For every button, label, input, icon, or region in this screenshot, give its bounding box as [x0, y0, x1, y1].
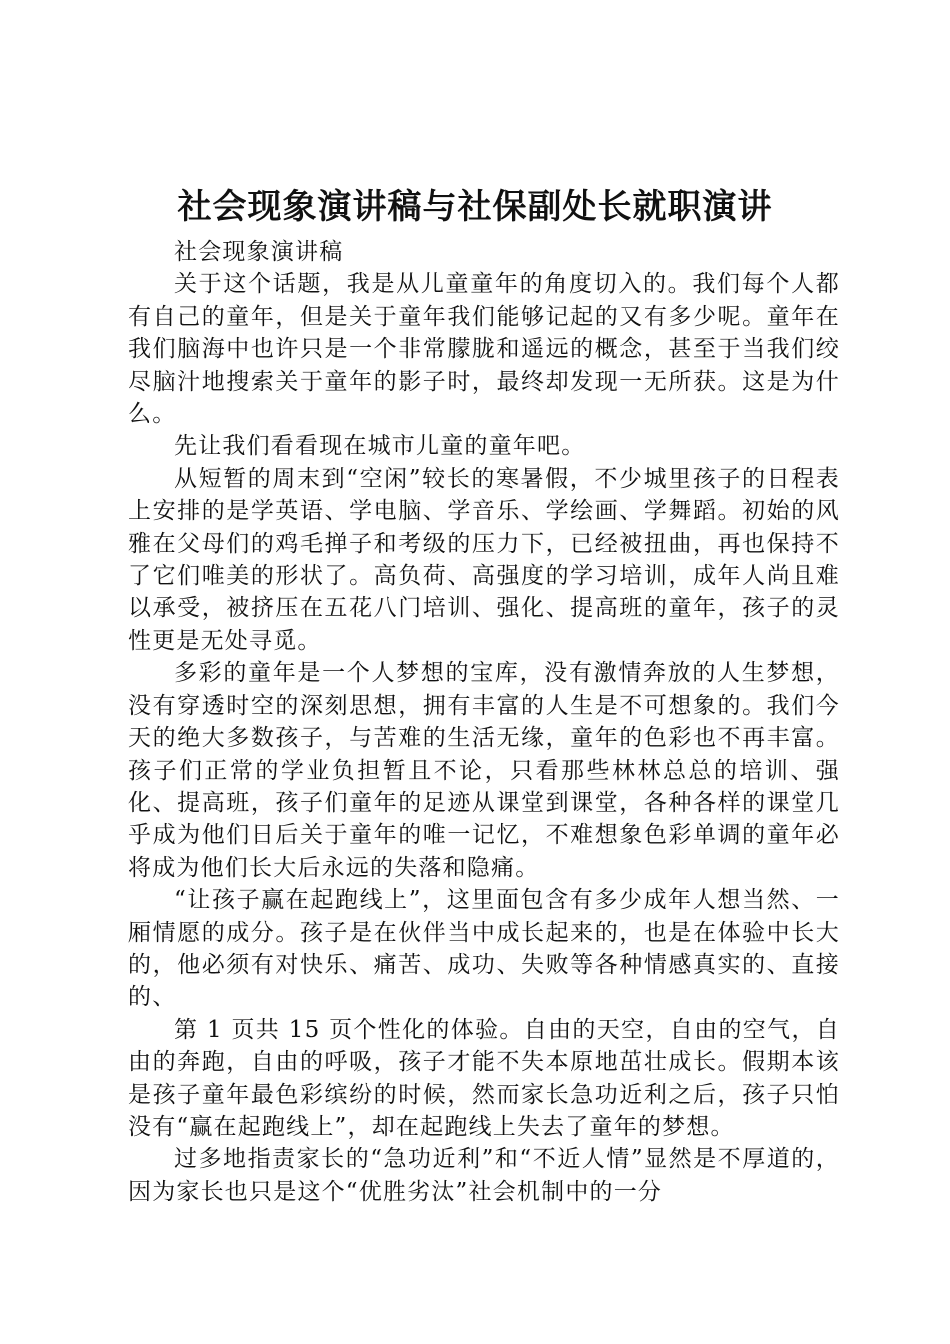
paragraph: “让孩子赢在起跑线上”，这里面包含有多少成年人想当然、一厢情愿的成分。孩子是在伙伴当中成长起来的，也是在体验中长大的，他必须有对快乐、痛苦、成功、失败等各种情感真实的、直接的、 [128, 887, 840, 1011]
paragraph: 从短暂的周末到“空闲”较长的寒暑假，不少城里孩子的日程表上安排的是学英语、学电脑、学音乐、学绘画、学舞蹈。初始的风雅在父母们的鸡毛掸子和考级的压力下，已经被扭曲，再也保持不了它们唯美的形状了。高负荷、高强度的学习培训，成年人尚且难以承受，被挤压在五花八门培训、强化、提高班的童年，孩子的灵性更是无处寻觅。 [128, 465, 840, 654]
paragraph: 过多地指责家长的“急功近利”和“不近人情”显然是不厚道的，因为家长也只是这个“优胜劣汰”社会机制中的一分 [128, 1146, 840, 1205]
document-body [128, 236, 840, 1208]
document-title: 社会现象演讲稿与社保副处长就职演讲 [177, 187, 773, 227]
paragraph-subtitle: 社会现象演讲稿 [174, 239, 344, 265]
paragraph: 多彩的童年是一个人梦想的宝库，没有激情奔放的人生梦想，没有穿透时空的深刻思想，拥有丰富的人生是不可想象的。我们今天的绝大多数孩子，与苦难的生活无缘，童年的色彩也不再丰富。孩子们正常的学业负担暂且不论，只看那些林林总总的培训、强化、提高班，孩子们童年的足迹从课堂到课堂，各种各样的课堂几乎成为他们日后关于童年的唯一记忆，不难想象色彩单调的童年必将成为他们长大后永远的失落和隐痛。 [128, 660, 840, 881]
paragraph-with-page-marker: 第 1 页共 15 页个性化的体验。自由的天空，自由的空气，自由的奔跑，自由的呼吸，孩子才能不失本原地茁壮成长。假期本该是孩子童年最色彩缤纷的时候，然而家长急功近利之后，孩子只怕没有“赢在起跑线上”，却在起跑线上失去了童年的梦想。 [128, 1016, 840, 1140]
paragraph: 关于这个话题，我是从儿童童年的角度切入的。我们每个人都有自己的童年，但是关于童年我们能够记起的又有多少呢。童年在我们脑海中也许只是一个非常朦胧和遥远的概念，甚至于当我们绞尽脑汁地搜索关于童年的影子时，最终却发现一无所获。这是为什么。 [128, 271, 840, 428]
paragraph: 先让我们看看现在城市儿童的童年吧。 [174, 433, 586, 460]
